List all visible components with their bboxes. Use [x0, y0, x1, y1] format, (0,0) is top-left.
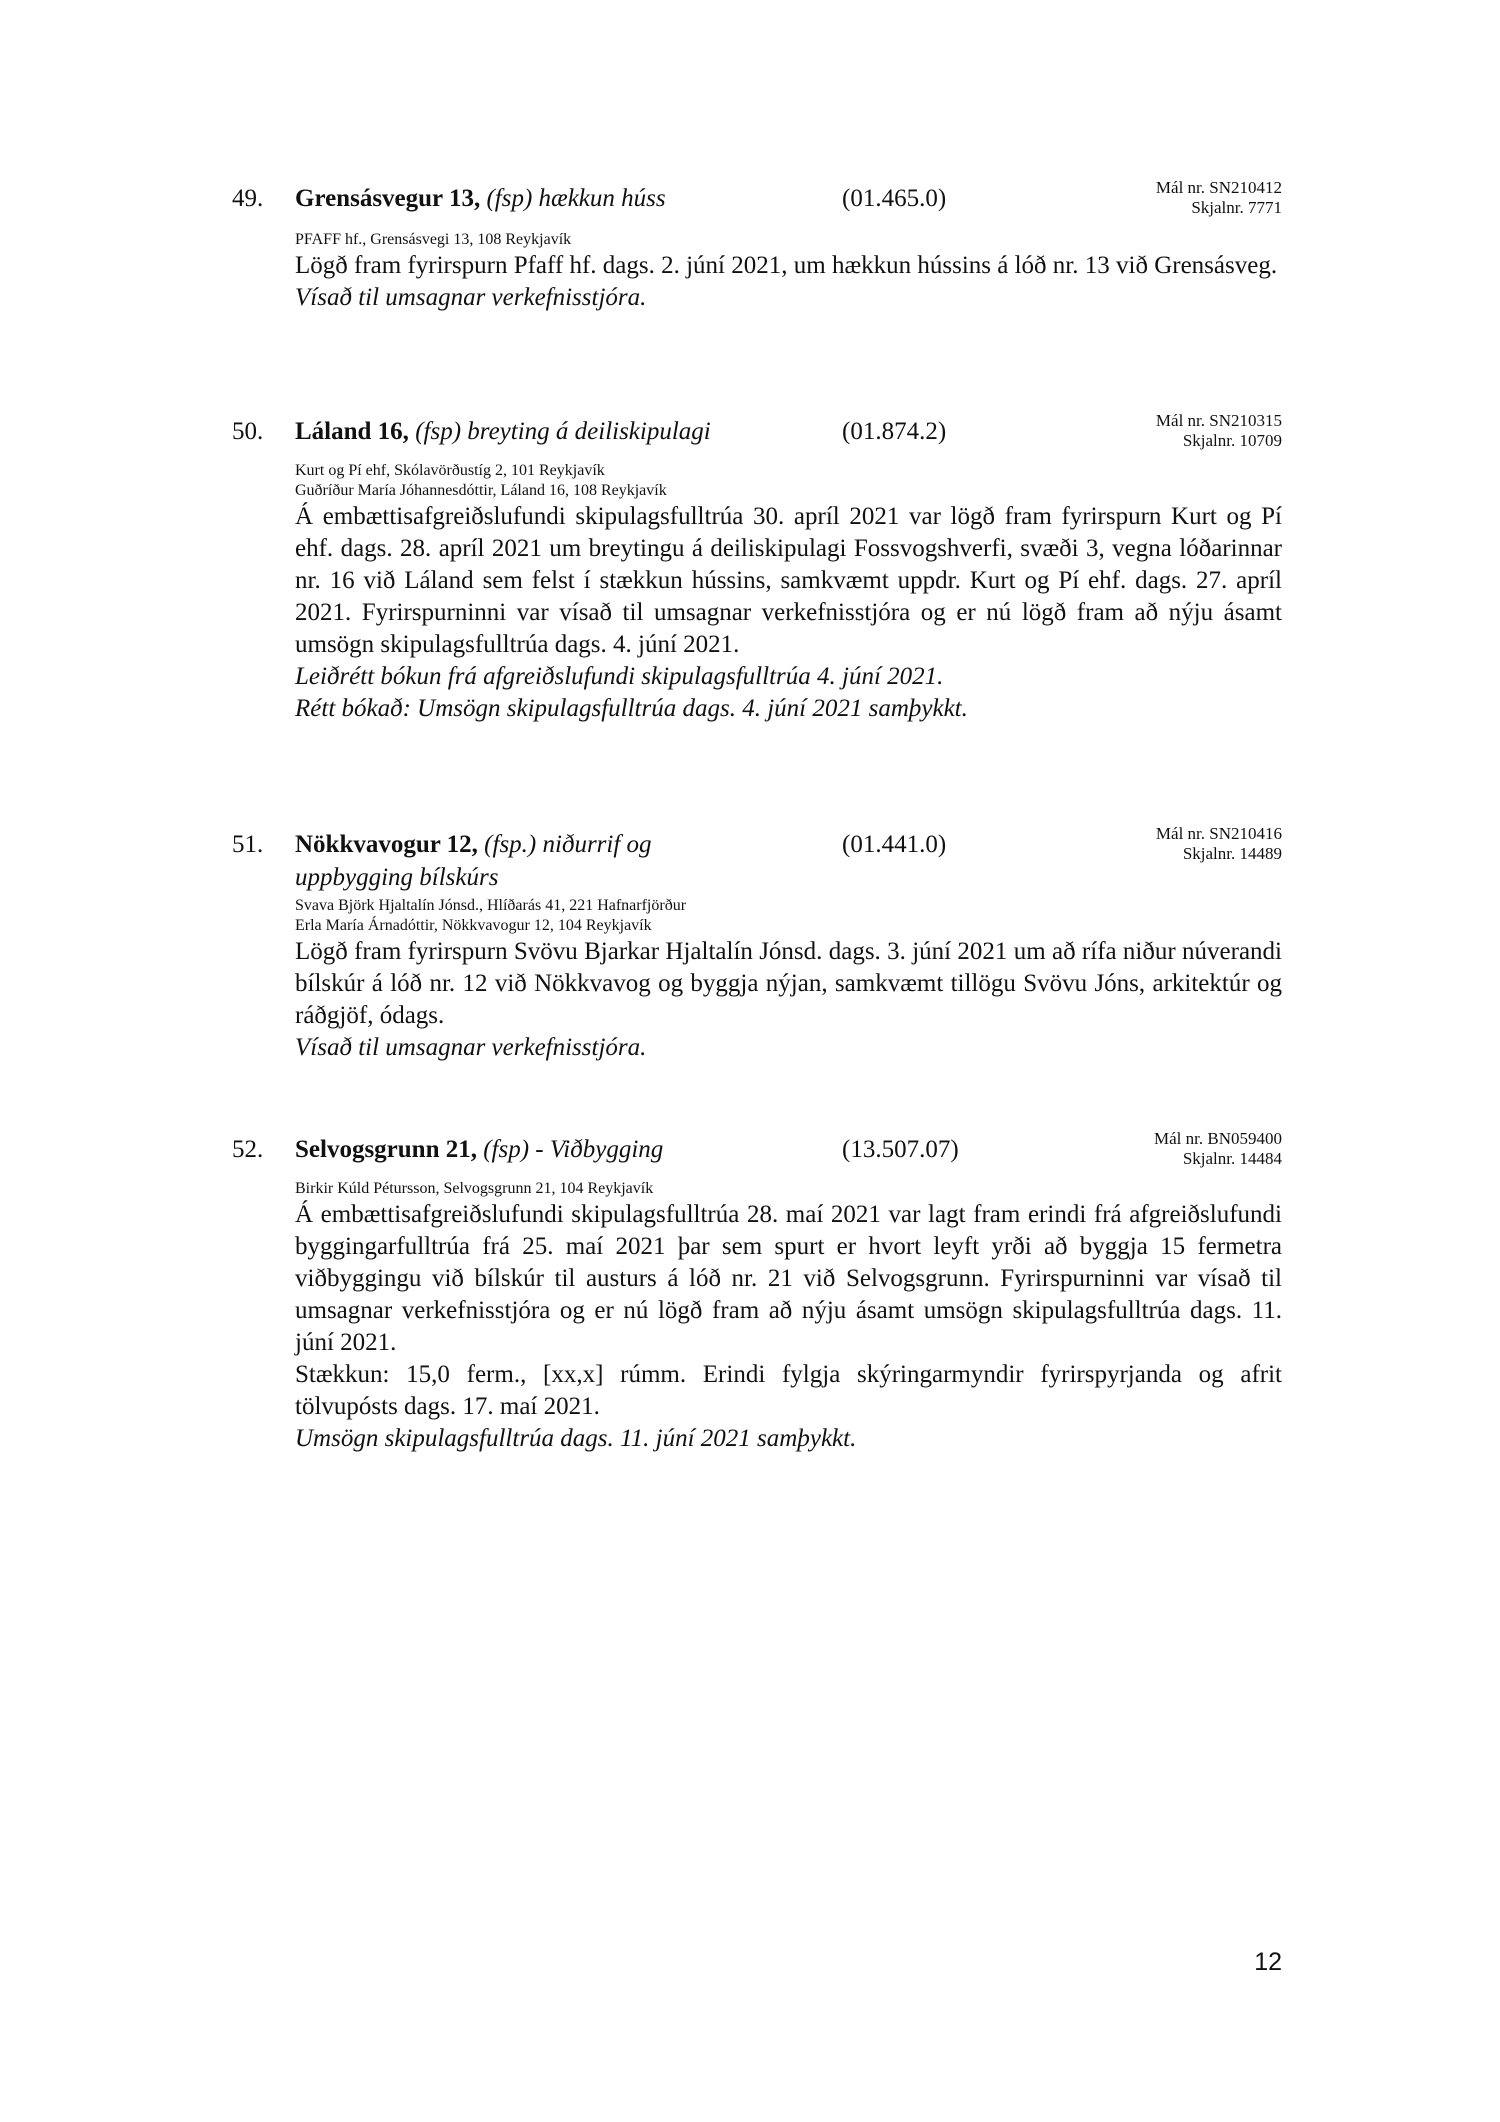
- entry-street: Nökkvavogur 12,: [295, 831, 478, 858]
- entry-text-extra: Stækkun: 15,0 ferm., [xx,x] rúmm. Erindi fylgja skýringarmyndir fyrirspyrjanda og afrit tölvupósts dags. 17. maí 2021.: [295, 1361, 1282, 1420]
- case-number: Mál nr. SN210412: [1155, 178, 1282, 197]
- case-reference: [1154, 1129, 1282, 1169]
- entry-number: 49.: [232, 185, 264, 212]
- entry-street: Grensásvegur 13,: [295, 185, 481, 212]
- entry-title: [295, 415, 815, 448]
- case-reference: [1156, 411, 1282, 451]
- entry-text: Lögð fram fyrirspurn Pfaff hf. dags. 2. júní 2021, um hækkun hússins á lóð nr. 13 við Grensásveg.: [295, 252, 1278, 279]
- entry-number: 51.: [232, 831, 264, 858]
- agenda-entry: [232, 824, 1282, 1064]
- case-reference: [1156, 824, 1282, 864]
- entry-decision: Vísað til umsagnar verkefnisstjóra.: [295, 284, 647, 311]
- land-number: (13.507.07): [842, 1136, 959, 1163]
- party-line: Svava Björk Hjaltalín Jónsd., Hlíðarás 41, 221 Hafnarfjörður: [295, 897, 687, 914]
- land-number: (01.874.2): [842, 418, 947, 445]
- entry-subject: (fsp) - Viðbygging: [483, 1136, 664, 1163]
- party-line: Birkir Kúld Pétursson, Selvogsgrunn 21, 104 Reykjavík: [295, 1180, 654, 1197]
- party-line: PFAFF hf., Grensásvegi 13, 108 Reykjavík: [295, 231, 572, 248]
- agenda-entry: [232, 178, 1282, 314]
- entry-title: [295, 182, 735, 215]
- entry-text: Lögð fram fyrirspurn Svövu Bjarkar Hjaltalín Jónsd. dags. 3. júní 2021 um að rífa niður núverandi bílskúr á lóð nr. 12 við Nökkvavog og byggja nýjan, samkvæmt tillögu Svövu Jóns, arkitektúr og ráðgjöf, ódags.: [295, 938, 1282, 1029]
- entry-street: Selvogsgrunn 21,: [295, 1136, 477, 1163]
- page-number: 12: [1254, 1948, 1282, 1976]
- agenda-entry: [232, 411, 1282, 725]
- entry-decision: Rétt bókað: Umsögn skipulagsfulltrúa dags. 4. júní 2021 samþykkt.: [295, 695, 968, 722]
- entry-text: Á embættisafgreiðslufundi skipulagsfulltrúa 30. apríl 2021 var lögð fram fyrirspurn Kurt og Pí ehf. dags. 28. apríl 2021 um breytingu á deiliskipulagi Fossvogshverfi, svæði 3, vegna lóðarinnar nr. 16 við Láland sem felst í stækkun hússins, samkvæmt uppdr. Kurt og Pí ehf. dags. 27. apríl 2021. Fyrirspurninni var vísað til umsagnar verkefnisstjóra og er nú lögð fram að nýju ásamt umsögn skipulagsfulltrúa dags. 4. júní 2021.: [295, 503, 1282, 658]
- entry-decision: Leiðrétt bókun frá afgreiðslufundi skipulagsfulltrúa 4. júní 2021.: [295, 663, 944, 690]
- entry-decision: Vísað til umsagnar verkefnisstjóra.: [295, 1034, 647, 1061]
- entry-number: 52.: [232, 1136, 264, 1163]
- entry-subject: (fsp.) niðurrif og uppbygging bílskúrs: [295, 831, 652, 891]
- entry-number: 50.: [232, 418, 264, 445]
- document-number: Skjalnr. 14484: [1182, 1149, 1282, 1168]
- agenda-entry: [232, 1129, 1282, 1455]
- case-reference: [1156, 178, 1282, 218]
- case-number: Mál nr. SN210315: [1155, 411, 1282, 430]
- document-number: Skjalnr. 10709: [1182, 431, 1282, 450]
- entry-text: Á embættisafgreiðslufundi skipulagsfulltrúa 28. maí 2021 var lagt fram erindi frá afgreiðslufundi byggingarfulltrúa frá 25. maí 2021 þar sem spurt er hvort leyft yrði að byggja 15 fermetra viðbyggingu við bílskúr til austurs á lóð nr. 21 við Selvogsgrunn. Fyrirspurninni var vísað til umsagnar verkefnisstjóra og er nú lögð fram að nýju ásamt umsögn skipulagsfulltrúa dags. 11. júní 2021.: [295, 1201, 1282, 1356]
- case-number: Mál nr. SN210416: [1155, 824, 1282, 843]
- party-line: Erla María Árnadóttir, Nökkvavogur 12, 104 Reykjavík: [295, 917, 652, 934]
- party-line: Guðríður María Jóhannesdóttir, Láland 16, 108 Reykjavík: [295, 482, 667, 499]
- entry-decision: Umsögn skipulagsfulltrúa dags. 11. júní 2021 samþykkt.: [295, 1425, 857, 1452]
- entry-title: [295, 828, 715, 894]
- entry-street: Láland 16,: [295, 418, 409, 445]
- land-number: (01.441.0): [842, 831, 947, 858]
- document-number: Skjalnr. 14489: [1182, 844, 1282, 863]
- document-number: Skjalnr. 7771: [1191, 198, 1282, 217]
- entry-subject: (fsp) breyting á deiliskipulagi: [415, 418, 711, 445]
- land-number: (01.465.0): [842, 185, 947, 212]
- party-line: Kurt og Pí ehf, Skólavörðustíg 2, 101 Reykjavík: [295, 462, 605, 479]
- entry-subject: (fsp) hækkun húss: [486, 185, 666, 212]
- entry-title: [295, 1133, 735, 1166]
- case-number: Mál nr. BN059400: [1154, 1129, 1282, 1148]
